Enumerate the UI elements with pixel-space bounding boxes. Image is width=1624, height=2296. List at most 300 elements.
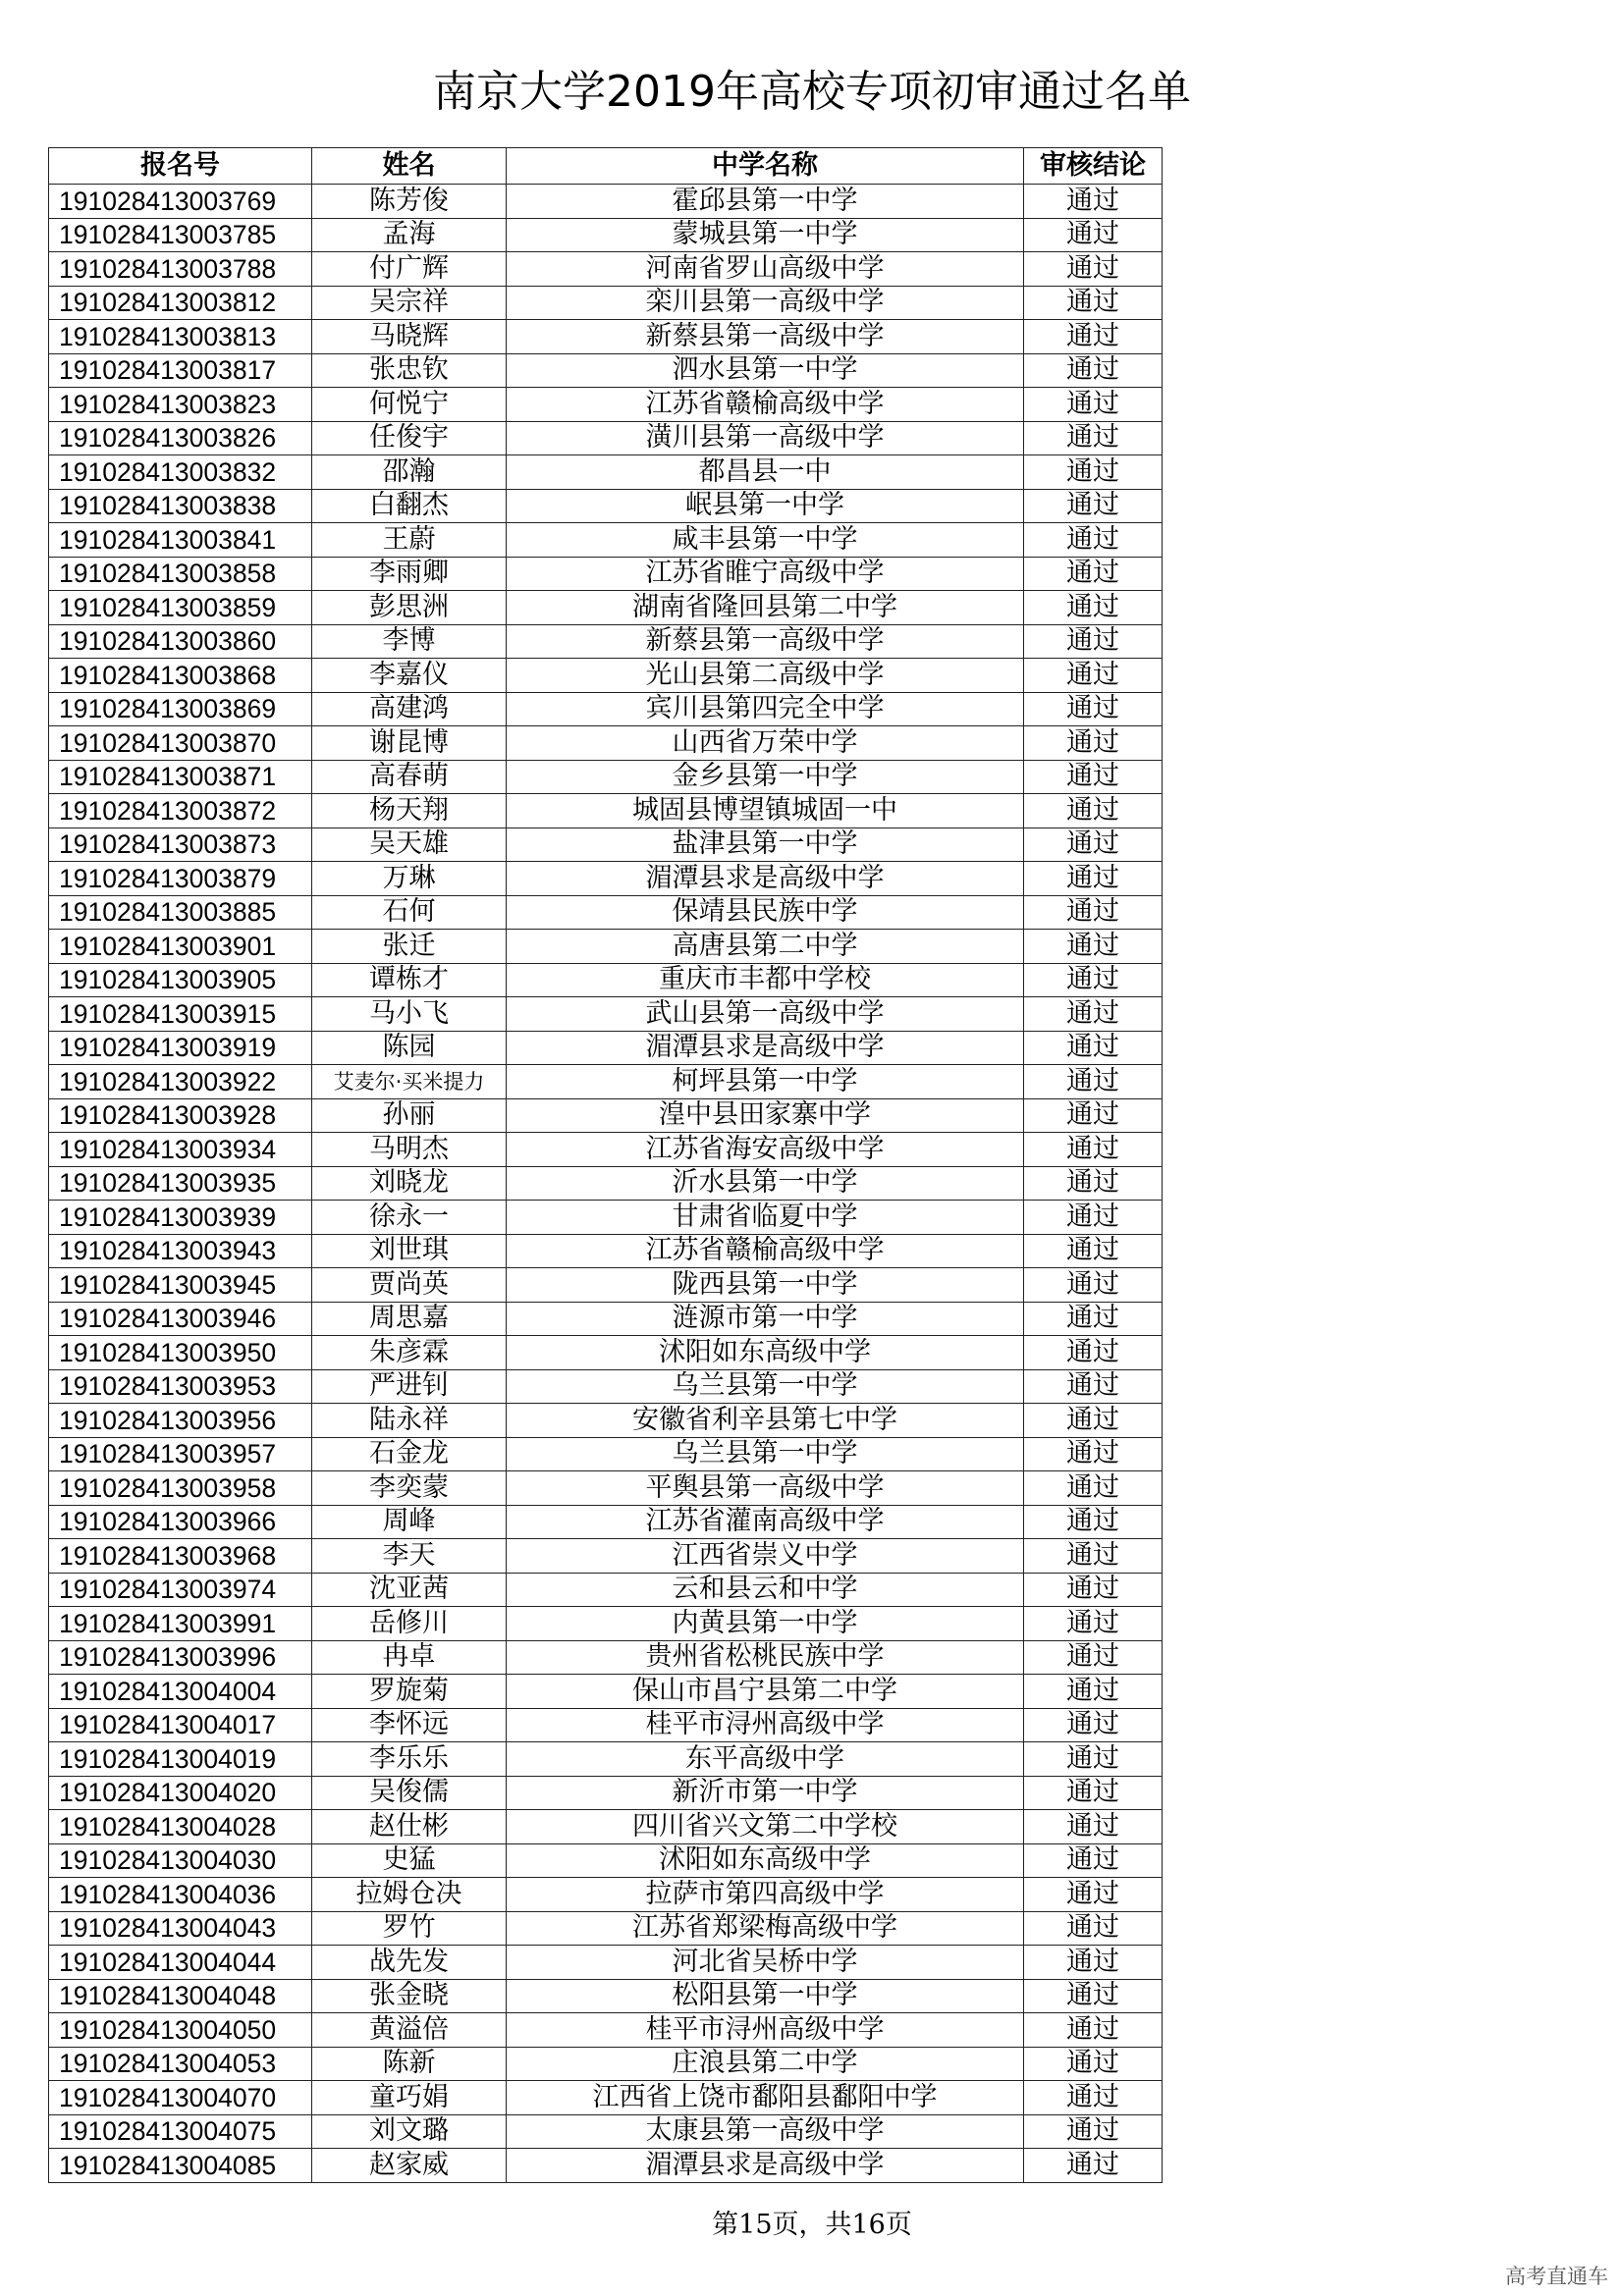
table-row — [49, 1708, 1163, 1742]
cell-review-result: 通过 — [1024, 862, 1163, 896]
cell-review-result: 通过 — [1024, 286, 1163, 320]
cell-review-result: 通过 — [1024, 1607, 1163, 1641]
cell-review-result: 通过 — [1024, 455, 1163, 490]
cell-review-result: 通过 — [1024, 760, 1163, 794]
cell-student-name: 彭思洲 — [312, 591, 507, 625]
cell-student-name: 朱彦霖 — [312, 1336, 507, 1370]
cell-review-result: 通过 — [1024, 1369, 1163, 1404]
table-row — [49, 1810, 1163, 1844]
table-row — [49, 1911, 1163, 1946]
cell-school-name: 沭阳如东高级中学 — [507, 1336, 1024, 1370]
cell-review-result: 通过 — [1024, 1505, 1163, 1539]
cell-student-name: 赵家威 — [312, 2149, 507, 2183]
table-row — [49, 2081, 1163, 2115]
table-row — [49, 963, 1163, 997]
cell-student-name: 孟海 — [312, 218, 507, 252]
cell-school-name: 河南省罗山高级中学 — [507, 252, 1024, 287]
cell-registration-id: 191028413003919 — [49, 1031, 312, 1065]
cell-student-name: 马小飞 — [312, 997, 507, 1032]
cell-registration-id: 191028413004020 — [49, 1776, 312, 1810]
cell-registration-id: 191028413003785 — [49, 218, 312, 252]
cell-school-name: 甘肃省临夏中学 — [507, 1201, 1024, 1235]
cell-school-name: 湖南省隆回县第二中学 — [507, 591, 1024, 625]
cell-registration-id: 191028413004030 — [49, 1843, 312, 1878]
cell-registration-id: 191028413003860 — [49, 624, 312, 659]
table-row — [49, 2013, 1163, 2048]
cell-student-name: 吴宗祥 — [312, 286, 507, 320]
cell-review-result: 通过 — [1024, 1573, 1163, 1607]
table-row — [49, 1268, 1163, 1303]
cell-student-name: 史猛 — [312, 1843, 507, 1878]
cell-student-name: 高建鸿 — [312, 692, 507, 726]
cell-school-name: 湄潭县求是高级中学 — [507, 862, 1024, 896]
watermark-text: 高考直通车 — [1505, 2265, 1608, 2288]
cell-student-name: 李乐乐 — [312, 1742, 507, 1777]
cell-school-name: 江苏省赣榆高级中学 — [507, 388, 1024, 422]
cell-review-result: 通过 — [1024, 1810, 1163, 1844]
cell-review-result: 通过 — [1024, 1098, 1163, 1133]
cell-registration-id: 191028413004036 — [49, 1878, 312, 1912]
cell-school-name: 宾川县第四完全中学 — [507, 692, 1024, 726]
cell-review-result: 通过 — [1024, 1268, 1163, 1303]
cell-school-name: 沂水县第一中学 — [507, 1166, 1024, 1201]
cell-review-result: 通过 — [1024, 557, 1163, 591]
cell-review-result: 通过 — [1024, 523, 1163, 558]
cell-review-result: 通过 — [1024, 1742, 1163, 1777]
cell-review-result: 通过 — [1024, 930, 1163, 964]
cell-student-name: 张忠钦 — [312, 353, 507, 388]
cell-review-result: 通过 — [1024, 1911, 1163, 1946]
cell-review-result: 通过 — [1024, 794, 1163, 828]
table-row — [49, 1640, 1163, 1675]
cell-registration-id: 191028413003838 — [49, 489, 312, 523]
table-row — [49, 421, 1163, 455]
cell-registration-id: 191028413003871 — [49, 760, 312, 794]
cell-registration-id: 191028413004048 — [49, 1979, 312, 2013]
cell-school-name: 柯坪县第一中学 — [507, 1065, 1024, 1099]
cell-student-name: 李怀远 — [312, 1708, 507, 1742]
cell-student-name: 邵瀚 — [312, 455, 507, 490]
cell-registration-id: 191028413003868 — [49, 659, 312, 693]
table-row — [49, 1404, 1163, 1438]
table-row — [49, 930, 1163, 964]
cell-review-result: 通过 — [1024, 489, 1163, 523]
cell-school-name: 桂平市浔州高级中学 — [507, 2013, 1024, 2048]
cell-review-result: 通过 — [1024, 1946, 1163, 1980]
cell-student-name: 李奕蒙 — [312, 1471, 507, 1506]
table-row — [49, 353, 1163, 388]
page-number: 第15页，共16页 — [712, 2210, 912, 2240]
cell-student-name: 严进钊 — [312, 1369, 507, 1404]
cell-school-name: 霍邱县第一中学 — [507, 185, 1024, 219]
cell-review-result: 通过 — [1024, 1133, 1163, 1167]
cell-school-name: 武山县第一高级中学 — [507, 997, 1024, 1032]
cell-school-name: 乌兰县第一中学 — [507, 1369, 1024, 1404]
cell-school-name: 桂平市浔州高级中学 — [507, 1708, 1024, 1742]
cell-registration-id: 191028413003817 — [49, 353, 312, 388]
table-row — [49, 1336, 1163, 1370]
cell-registration-id: 191028413003953 — [49, 1369, 312, 1404]
cell-student-name: 战先发 — [312, 1946, 507, 1980]
cell-school-name: 涟源市第一中学 — [507, 1302, 1024, 1336]
table-row — [49, 591, 1163, 625]
cell-review-result: 通过 — [1024, 1471, 1163, 1506]
cell-student-name: 吴俊儒 — [312, 1776, 507, 1810]
cell-registration-id: 191028413003905 — [49, 963, 312, 997]
cell-review-result: 通过 — [1024, 1065, 1163, 1099]
cell-student-name: 张金晓 — [312, 1979, 507, 2013]
cell-registration-id: 191028413004017 — [49, 1708, 312, 1742]
cell-student-name: 沈亚茜 — [312, 1573, 507, 1607]
cell-school-name: 庄浪县第二中学 — [507, 2047, 1024, 2081]
cell-student-name: 王蔚 — [312, 523, 507, 558]
cell-student-name: 杨天翔 — [312, 794, 507, 828]
cell-school-name: 江苏省海安高级中学 — [507, 1133, 1024, 1167]
cell-student-name: 张迁 — [312, 930, 507, 964]
cell-student-name: 吴天雄 — [312, 828, 507, 862]
cell-school-name: 河北省吴桥中学 — [507, 1946, 1024, 1980]
cell-school-name: 东平高级中学 — [507, 1742, 1024, 1777]
table-row — [49, 523, 1163, 558]
cell-school-name: 高唐县第二中学 — [507, 930, 1024, 964]
cell-review-result: 通过 — [1024, 1302, 1163, 1336]
cell-student-name: 黄溢倍 — [312, 2013, 507, 2048]
table-row — [49, 1776, 1163, 1810]
cell-registration-id: 191028413003956 — [49, 1404, 312, 1438]
cell-registration-id: 191028413003812 — [49, 286, 312, 320]
cell-school-name: 潢川县第一高级中学 — [507, 421, 1024, 455]
table-row — [49, 692, 1163, 726]
table-row — [49, 557, 1163, 591]
cell-registration-id: 191028413003958 — [49, 1471, 312, 1506]
cell-school-name: 江西省上饶市鄱阳县鄱阳中学 — [507, 2081, 1024, 2115]
cell-school-name: 江苏省赣榆高级中学 — [507, 1234, 1024, 1268]
table-row — [49, 185, 1163, 219]
cell-registration-id: 191028413003928 — [49, 1098, 312, 1133]
cell-review-result: 通过 — [1024, 421, 1163, 455]
cell-review-result: 通过 — [1024, 1404, 1163, 1438]
table-row — [49, 1302, 1163, 1336]
cell-school-name: 湄潭县求是高级中学 — [507, 1031, 1024, 1065]
cell-school-name: 保山市昌宁县第二中学 — [507, 1675, 1024, 1709]
cell-student-name: 李雨卿 — [312, 557, 507, 591]
table-row — [49, 1471, 1163, 1506]
column-header-school: 中学名称 — [507, 148, 1024, 185]
cell-school-name: 岷县第一中学 — [507, 489, 1024, 523]
table-row — [49, 1843, 1163, 1878]
cell-registration-id: 191028413003934 — [49, 1133, 312, 1167]
cell-review-result: 通过 — [1024, 1201, 1163, 1235]
cell-review-result: 通过 — [1024, 1776, 1163, 1810]
cell-student-name: 冉卓 — [312, 1640, 507, 1675]
cell-school-name: 江苏省睢宁高级中学 — [507, 557, 1024, 591]
cell-review-result: 通过 — [1024, 1640, 1163, 1675]
cell-registration-id: 191028413003915 — [49, 997, 312, 1032]
table-row — [49, 794, 1163, 828]
table-row — [49, 1201, 1163, 1235]
cell-student-name: 周思嘉 — [312, 1302, 507, 1336]
cell-student-name: 贾尚英 — [312, 1268, 507, 1303]
cell-review-result: 通过 — [1024, 1675, 1163, 1709]
document-title: 南京大学2019年高校专项初审通过名单 — [433, 67, 1191, 117]
cell-registration-id: 191028413003813 — [49, 320, 312, 354]
cell-student-name: 陈园 — [312, 1031, 507, 1065]
table-row — [49, 1573, 1163, 1607]
cell-review-result: 通过 — [1024, 252, 1163, 287]
cell-registration-id: 191028413003968 — [49, 1539, 312, 1574]
cell-review-result: 通过 — [1024, 2047, 1163, 2081]
cell-review-result: 通过 — [1024, 1979, 1163, 2013]
cell-school-name: 金乡县第一中学 — [507, 760, 1024, 794]
table-row — [49, 2149, 1163, 2183]
cell-review-result: 通过 — [1024, 1878, 1163, 1912]
cell-review-result: 通过 — [1024, 1539, 1163, 1574]
cell-school-name: 陇西县第一中学 — [507, 1268, 1024, 1303]
table-row — [49, 895, 1163, 930]
cell-registration-id: 191028413003935 — [49, 1166, 312, 1201]
table-header-row — [49, 148, 1163, 185]
cell-school-name: 江西省崇义中学 — [507, 1539, 1024, 1574]
column-header-result: 审核结论 — [1024, 148, 1163, 185]
cell-review-result: 通过 — [1024, 388, 1163, 422]
table-row — [49, 1166, 1163, 1201]
table-body — [49, 185, 1163, 2183]
cell-student-name: 李博 — [312, 624, 507, 659]
table-row — [49, 726, 1163, 761]
cell-review-result: 通过 — [1024, 1843, 1163, 1878]
cell-registration-id: 191028413003901 — [49, 930, 312, 964]
cell-school-name: 盐津县第一中学 — [507, 828, 1024, 862]
cell-school-name: 山西省万荣中学 — [507, 726, 1024, 761]
cell-review-result: 通过 — [1024, 2081, 1163, 2115]
table-row — [49, 1946, 1163, 1980]
table-row — [49, 997, 1163, 1032]
table-row — [49, 1369, 1163, 1404]
cell-registration-id: 191028413004004 — [49, 1675, 312, 1709]
cell-review-result: 通过 — [1024, 353, 1163, 388]
cell-registration-id: 191028413004085 — [49, 2149, 312, 2183]
cell-school-name: 蒙城县第一中学 — [507, 218, 1024, 252]
cell-registration-id: 191028413003879 — [49, 862, 312, 896]
cell-student-name: 付广辉 — [312, 252, 507, 287]
cell-registration-id: 191028413003859 — [49, 591, 312, 625]
cell-student-name: 何悦宁 — [312, 388, 507, 422]
cell-review-result: 通过 — [1024, 1437, 1163, 1471]
cell-registration-id: 191028413003996 — [49, 1640, 312, 1675]
cell-school-name: 湄潭县求是高级中学 — [507, 2149, 1024, 2183]
cell-school-name: 湟中县田家寨中学 — [507, 1098, 1024, 1133]
column-header-name: 姓名 — [312, 148, 507, 185]
cell-school-name: 都昌县一中 — [507, 455, 1024, 490]
cell-student-name: 刘晓龙 — [312, 1166, 507, 1201]
table-row — [49, 286, 1163, 320]
cell-registration-id: 191028413003939 — [49, 1201, 312, 1235]
cell-school-name: 新蔡县第一高级中学 — [507, 624, 1024, 659]
cell-school-name: 保靖县民族中学 — [507, 895, 1024, 930]
cell-registration-id: 191028413003858 — [49, 557, 312, 591]
cell-student-name: 石金龙 — [312, 1437, 507, 1471]
cell-school-name: 贵州省松桃民族中学 — [507, 1640, 1024, 1675]
cell-school-name: 内黄县第一中学 — [507, 1607, 1024, 1641]
cell-registration-id: 191028413003885 — [49, 895, 312, 930]
table-row — [49, 1031, 1163, 1065]
cell-review-result: 通过 — [1024, 2149, 1163, 2183]
cell-review-result: 通过 — [1024, 591, 1163, 625]
cell-student-name: 赵仕彬 — [312, 1810, 507, 1844]
cell-review-result: 通过 — [1024, 218, 1163, 252]
cell-student-name: 马晓辉 — [312, 320, 507, 354]
cell-review-result: 通过 — [1024, 1031, 1163, 1065]
cell-school-name: 太康县第一高级中学 — [507, 2114, 1024, 2149]
cell-registration-id: 191028413003788 — [49, 252, 312, 287]
table-row — [49, 2047, 1163, 2081]
cell-registration-id: 191028413003991 — [49, 1607, 312, 1641]
table-row — [49, 388, 1163, 422]
cell-review-result: 通过 — [1024, 659, 1163, 693]
cell-registration-id: 191028413003950 — [49, 1336, 312, 1370]
cell-review-result: 通过 — [1024, 895, 1163, 930]
cell-student-name: 李嘉仪 — [312, 659, 507, 693]
cell-registration-id: 191028413003966 — [49, 1505, 312, 1539]
cell-student-name: 刘文璐 — [312, 2114, 507, 2149]
cell-school-name: 云和县云和中学 — [507, 1573, 1024, 1607]
cell-school-name: 江苏省灌南高级中学 — [507, 1505, 1024, 1539]
table-row — [49, 1675, 1163, 1709]
table-row — [49, 1505, 1163, 1539]
cell-school-name: 安徽省利辛县第七中学 — [507, 1404, 1024, 1438]
cell-school-name: 拉萨市第四高级中学 — [507, 1878, 1024, 1912]
table-row — [49, 489, 1163, 523]
table-row — [49, 828, 1163, 862]
cell-school-name: 光山县第二高级中学 — [507, 659, 1024, 693]
cell-school-name: 四川省兴文第二中学校 — [507, 1810, 1024, 1844]
cell-student-name: 陆永祥 — [312, 1404, 507, 1438]
cell-school-name: 城固县博望镇城固一中 — [507, 794, 1024, 828]
table-row — [49, 624, 1163, 659]
cell-registration-id: 191028413004070 — [49, 2081, 312, 2115]
cell-school-name: 乌兰县第一中学 — [507, 1437, 1024, 1471]
cell-student-name: 白翻杰 — [312, 489, 507, 523]
cell-school-name: 栾川县第一高级中学 — [507, 286, 1024, 320]
cell-review-result: 通过 — [1024, 2013, 1163, 2048]
cell-school-name: 新沂市第一中学 — [507, 1776, 1024, 1810]
cell-review-result: 通过 — [1024, 1336, 1163, 1370]
cell-registration-id: 191028413003832 — [49, 455, 312, 490]
table-row — [49, 218, 1163, 252]
table-row — [49, 1742, 1163, 1777]
cell-student-name: 谭栋才 — [312, 963, 507, 997]
table-row — [49, 760, 1163, 794]
cell-registration-id: 191028413004043 — [49, 1911, 312, 1946]
cell-review-result: 通过 — [1024, 963, 1163, 997]
table-row — [49, 1234, 1163, 1268]
cell-school-name: 平舆县第一高级中学 — [507, 1471, 1024, 1506]
cell-review-result: 通过 — [1024, 828, 1163, 862]
table-row — [49, 1979, 1163, 2013]
table-row — [49, 320, 1163, 354]
cell-registration-id: 191028413003943 — [49, 1234, 312, 1268]
cell-student-name: 艾麦尔·买米提力 — [312, 1065, 507, 1099]
table-row — [49, 1607, 1163, 1641]
cell-student-name: 刘世琪 — [312, 1234, 507, 1268]
cell-registration-id: 191028413003841 — [49, 523, 312, 558]
table-row — [49, 1098, 1163, 1133]
cell-registration-id: 191028413003769 — [49, 185, 312, 219]
cell-student-name: 马明杰 — [312, 1133, 507, 1167]
table-row — [49, 1133, 1163, 1167]
cell-review-result: 通过 — [1024, 2114, 1163, 2149]
table-row — [49, 252, 1163, 287]
cell-student-name: 周峰 — [312, 1505, 507, 1539]
table-row — [49, 659, 1163, 693]
cell-student-name: 罗竹 — [312, 1911, 507, 1946]
cell-review-result: 通过 — [1024, 692, 1163, 726]
cell-school-name: 泗水县第一中学 — [507, 353, 1024, 388]
cell-student-name: 谢昆博 — [312, 726, 507, 761]
cell-review-result: 通过 — [1024, 726, 1163, 761]
cell-registration-id: 191028413003946 — [49, 1302, 312, 1336]
cell-student-name: 任俊宇 — [312, 421, 507, 455]
cell-registration-id: 191028413003869 — [49, 692, 312, 726]
column-header-id: 报名号 — [49, 148, 312, 185]
cell-registration-id: 191028413003826 — [49, 421, 312, 455]
cell-registration-id: 191028413003922 — [49, 1065, 312, 1099]
table-row — [49, 1437, 1163, 1471]
cell-student-name: 岳修川 — [312, 1607, 507, 1641]
cell-registration-id: 191028413004028 — [49, 1810, 312, 1844]
admission-table — [48, 147, 1163, 2183]
cell-student-name: 童巧娟 — [312, 2081, 507, 2115]
cell-review-result: 通过 — [1024, 1234, 1163, 1268]
cell-registration-id: 191028413003957 — [49, 1437, 312, 1471]
table-row — [49, 1539, 1163, 1574]
cell-registration-id: 191028413004053 — [49, 2047, 312, 2081]
cell-school-name: 咸丰县第一中学 — [507, 523, 1024, 558]
cell-student-name: 李天 — [312, 1539, 507, 1574]
cell-registration-id: 191028413003872 — [49, 794, 312, 828]
cell-school-name: 江苏省郑梁梅高级中学 — [507, 1911, 1024, 1946]
cell-registration-id: 191028413003823 — [49, 388, 312, 422]
table-row — [49, 455, 1163, 490]
cell-student-name: 罗旋菊 — [312, 1675, 507, 1709]
table-row — [49, 1065, 1163, 1099]
cell-student-name: 石何 — [312, 895, 507, 930]
cell-student-name: 拉姆仓决 — [312, 1878, 507, 1912]
cell-school-name: 松阳县第一中学 — [507, 1979, 1024, 2013]
cell-review-result: 通过 — [1024, 1166, 1163, 1201]
cell-student-name: 徐永一 — [312, 1201, 507, 1235]
cell-student-name: 孙丽 — [312, 1098, 507, 1133]
cell-review-result: 通过 — [1024, 320, 1163, 354]
cell-school-name: 沭阳如东高级中学 — [507, 1843, 1024, 1878]
cell-school-name: 重庆市丰都中学校 — [507, 963, 1024, 997]
cell-registration-id: 191028413004019 — [49, 1742, 312, 1777]
cell-registration-id: 191028413003873 — [49, 828, 312, 862]
cell-student-name: 万琳 — [312, 862, 507, 896]
cell-registration-id: 191028413003945 — [49, 1268, 312, 1303]
cell-review-result: 通过 — [1024, 997, 1163, 1032]
cell-review-result: 通过 — [1024, 185, 1163, 219]
cell-registration-id: 191028413004075 — [49, 2114, 312, 2149]
cell-registration-id: 191028413004044 — [49, 1946, 312, 1980]
table-row — [49, 862, 1163, 896]
cell-registration-id: 191028413003870 — [49, 726, 312, 761]
cell-review-result: 通过 — [1024, 1708, 1163, 1742]
table-row — [49, 1878, 1163, 1912]
cell-student-name: 陈芳俊 — [312, 185, 507, 219]
cell-registration-id: 191028413003974 — [49, 1573, 312, 1607]
cell-student-name: 陈新 — [312, 2047, 507, 2081]
